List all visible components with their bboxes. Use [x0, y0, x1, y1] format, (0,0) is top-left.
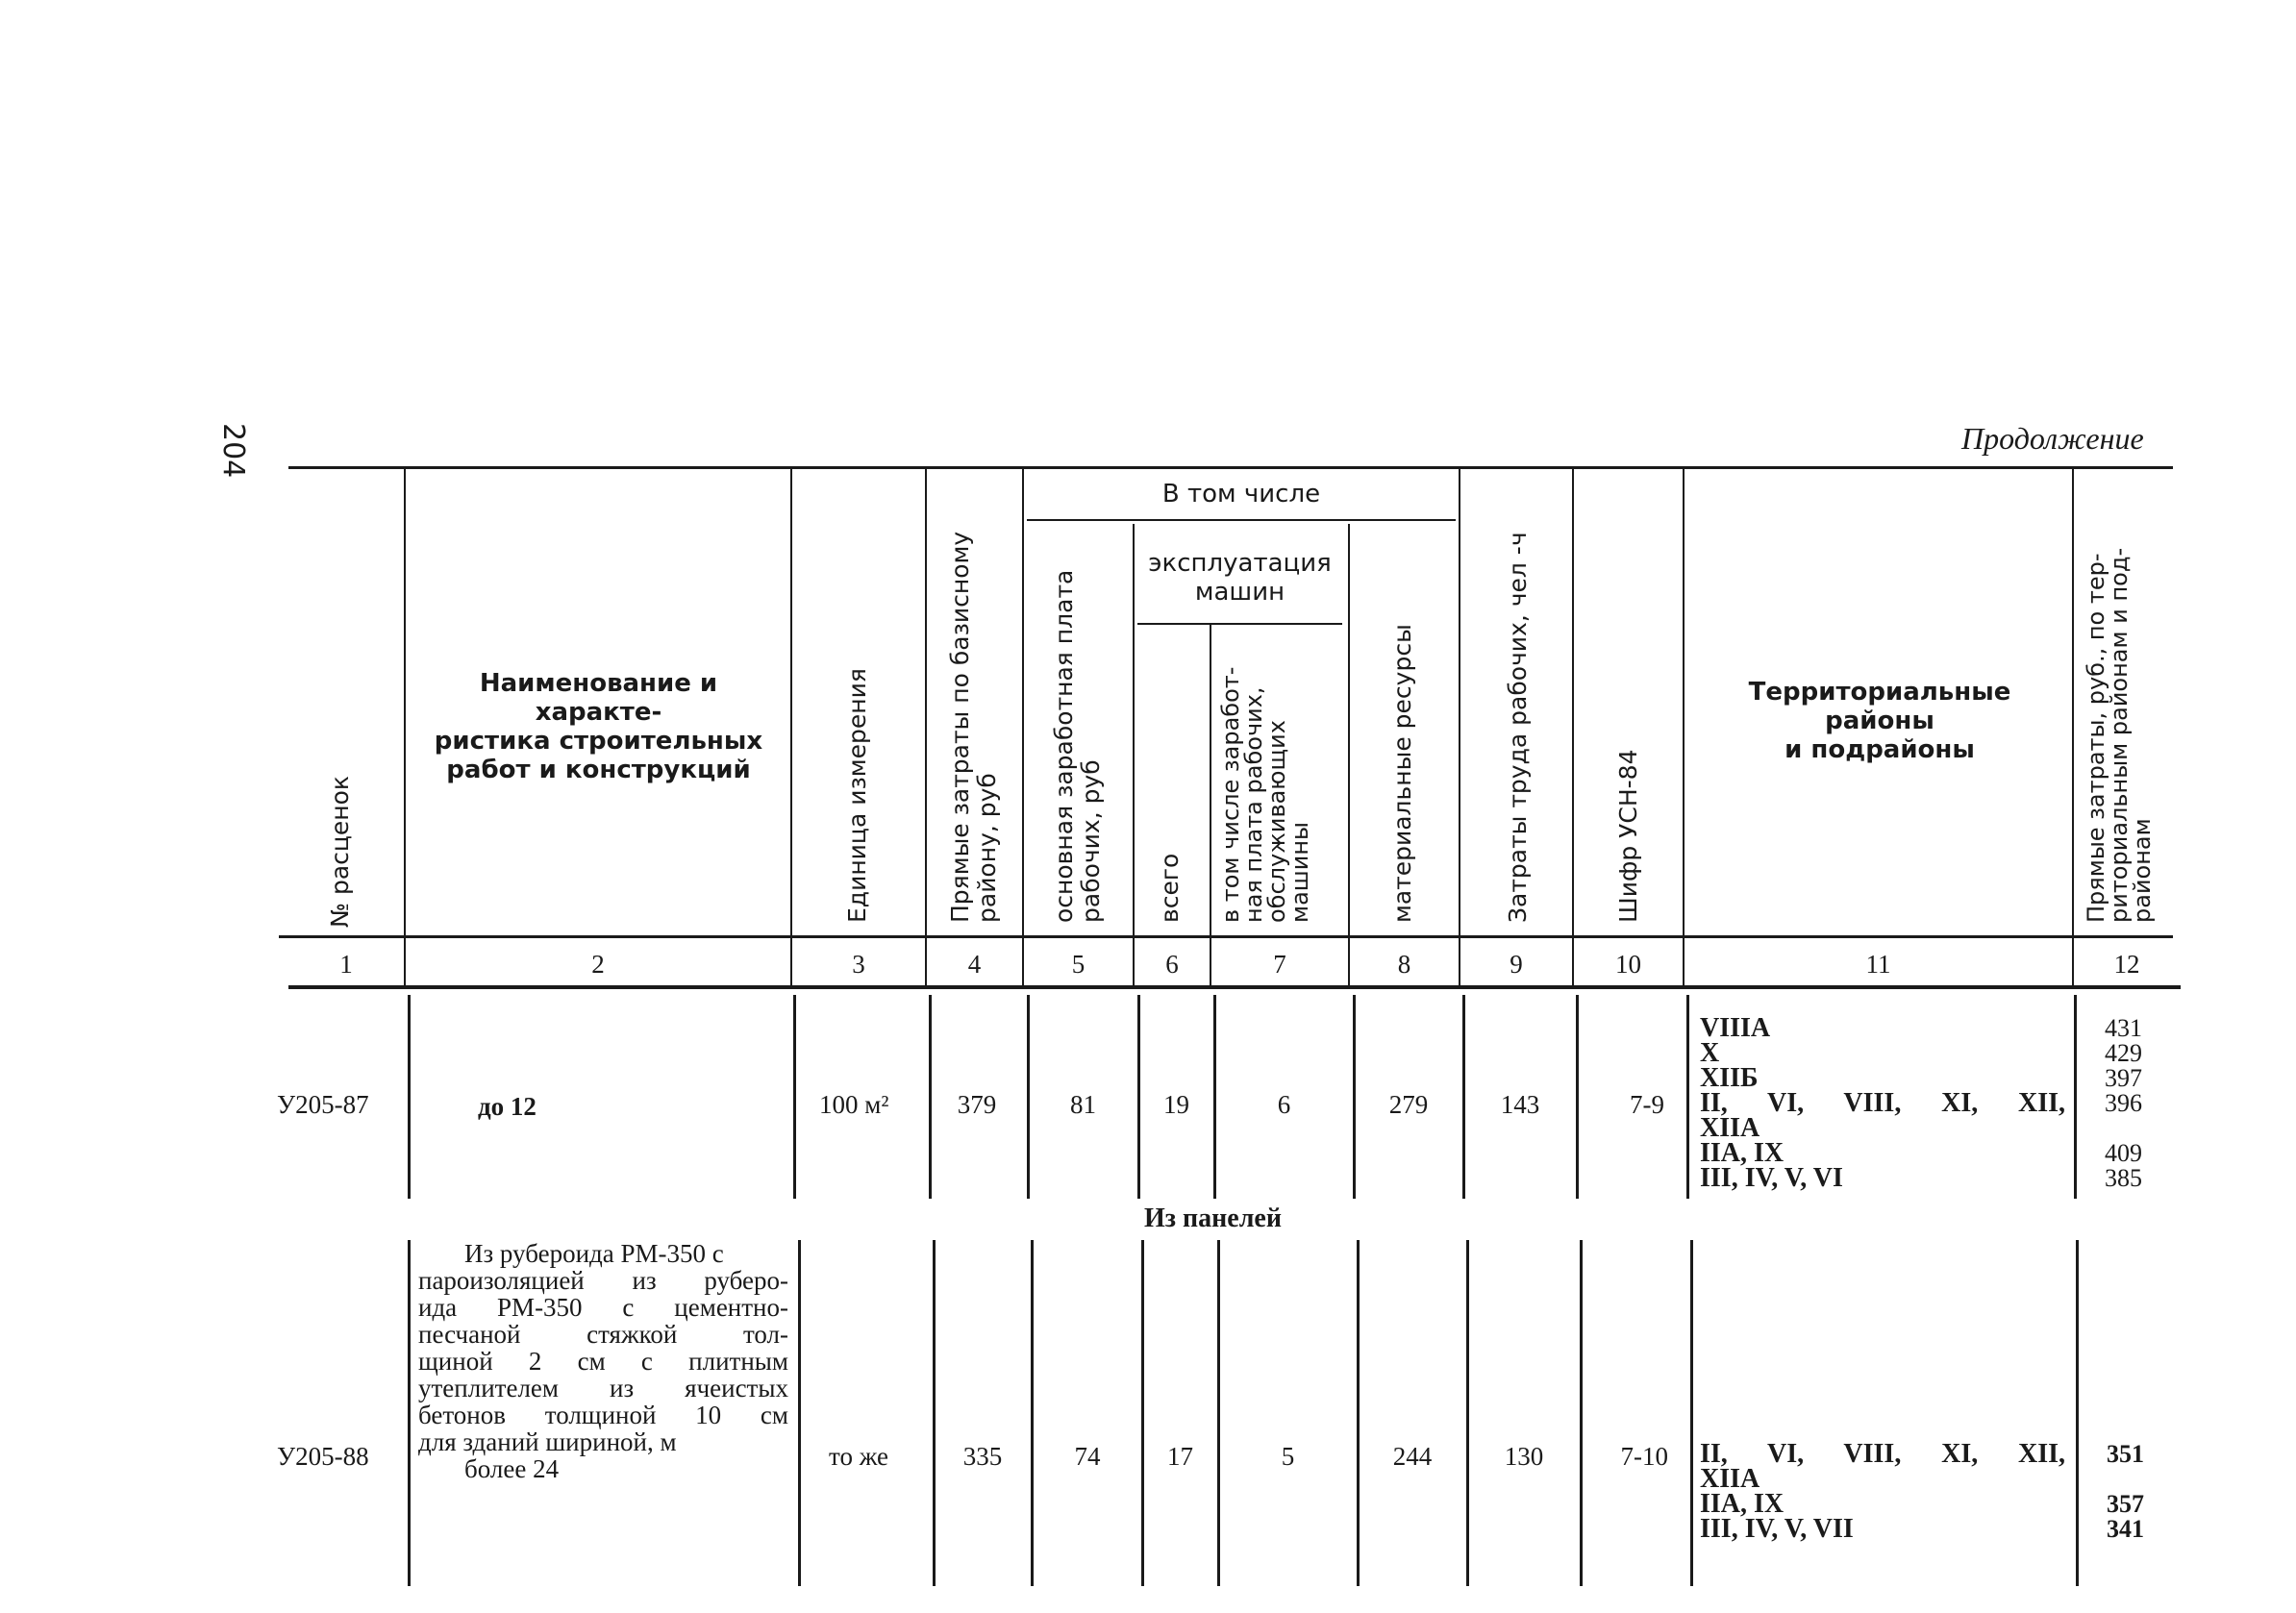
row1-vline	[793, 995, 796, 1199]
colnum: 7	[1273, 950, 1286, 979]
colnum: 8	[1397, 950, 1411, 979]
row2-cipher: 7-10	[1620, 1442, 1668, 1471]
row2-mach-total: 17	[1167, 1442, 1193, 1471]
row1-vline	[408, 995, 411, 1199]
row2-prices: 351 357 341	[2107, 1440, 2144, 1543]
row2-vline	[1217, 1240, 1220, 1586]
colnum: 6	[1165, 950, 1179, 979]
header-group: В том числе	[1161, 480, 1321, 509]
row2-vline	[1690, 1240, 1693, 1586]
header-c7: в том числе заработ- ная плата рабочих, обслуживающих машины	[1217, 666, 1313, 923]
header-c3: Единица измерения	[843, 668, 871, 923]
vline-10	[1683, 469, 1685, 988]
row2-mach-wage: 5	[1281, 1442, 1295, 1471]
row1-vline	[2074, 995, 2077, 1199]
row2-regions: II, VI, VIII, XI, XII, XIIА IIА, IX III, IV, V, VII	[1700, 1439, 2065, 1544]
row1-labor: 143	[1500, 1090, 1540, 1119]
machines-rule	[1137, 623, 1342, 625]
row1-direct: 379	[957, 1090, 997, 1119]
row2-direct: 335	[962, 1442, 1003, 1471]
row1-mach-wage: 6	[1277, 1090, 1291, 1119]
vline-9	[1572, 469, 1574, 988]
colnum: 1	[339, 950, 353, 979]
row1-vline	[1686, 995, 1689, 1199]
header-c5: основная заработная плата рабочих, руб	[1050, 569, 1105, 923]
vline-1	[404, 469, 406, 988]
header-c8: материальные ресурсы	[1388, 624, 1416, 923]
row2-code: У205-88	[277, 1442, 369, 1471]
colnum: 4	[967, 950, 982, 979]
page-number: 204	[216, 423, 250, 479]
row2-materials: 244	[1392, 1442, 1433, 1471]
row2-vline	[933, 1240, 936, 1586]
colnum: 11	[1865, 950, 1891, 979]
header-bottom-rule	[279, 935, 2173, 938]
vline-6	[1210, 625, 1211, 988]
row2-vline	[408, 1240, 411, 1586]
row1-prices: 431 429 397 396 409 385	[2105, 1014, 2142, 1192]
header-c6: всего	[1156, 853, 1184, 923]
colnum: 3	[852, 950, 865, 979]
row2-vline	[1031, 1240, 1034, 1586]
colnum: 5	[1071, 950, 1086, 979]
row2-vline	[1141, 1240, 1144, 1586]
vline-8	[1459, 469, 1460, 988]
row2-vline	[1466, 1240, 1469, 1586]
row1-name: до 12	[478, 1092, 537, 1121]
continuation-label: Продолжение	[1961, 421, 2144, 456]
colnum: 12	[2113, 950, 2140, 979]
row1-materials: 279	[1388, 1090, 1429, 1119]
table-top-rule	[288, 466, 2173, 469]
vline-2	[790, 469, 792, 988]
header-c1: № расценок	[326, 775, 354, 928]
vline-3	[925, 469, 927, 988]
colnum: 10	[1615, 950, 1641, 979]
row1-wage: 81	[1070, 1090, 1096, 1119]
row2-unit: то же	[829, 1442, 888, 1471]
header-c4: Прямые затраты по базисному району, руб	[946, 531, 1001, 923]
colnum: 9	[1510, 950, 1523, 979]
header-c11: Территориальные районы и подрайоны	[1748, 678, 2011, 764]
vline-4	[1022, 469, 1024, 988]
row2-name: Из рубероида РМ-350 с пароизоляцией из руберо- ида РМ-350 с цементно- песчаной стяжкой тол- щиной 2 см с плитным утеплителем из ячеистых бетонов толщиной 10 см для зданий шириной, м более 24	[418, 1239, 788, 1483]
header-c9: Затраты труда рабочих, чел -ч	[1504, 532, 1532, 923]
row1-regions: VIIIА Х ХIIБ II, VI, VIII, XI, XII, XIIА IIА, IX III, IV, V, VI	[1700, 1013, 2065, 1193]
colnum: 2	[591, 950, 605, 979]
row1-unit: 100 м²	[819, 1090, 889, 1119]
row2-vline	[798, 1240, 801, 1586]
group-rule	[1027, 519, 1456, 521]
row2-vline	[2076, 1240, 2079, 1586]
row2-wage: 74	[1074, 1442, 1101, 1471]
colnum-bottom-rule	[288, 985, 2181, 989]
vline-11	[2072, 469, 2074, 988]
header-c12: Прямые затраты, руб., по тер- риториальным районам и под- районам	[2083, 547, 2156, 923]
header-c2: Наименование и характе- ристика строительных работ и конструкций	[434, 669, 763, 784]
row2-labor: 130	[1504, 1442, 1544, 1471]
row2-vline	[1580, 1240, 1583, 1586]
vline-7	[1348, 524, 1350, 988]
vline-5	[1133, 524, 1135, 988]
row1-mach-total: 19	[1163, 1090, 1189, 1119]
section-title: Из панелей	[1144, 1204, 1282, 1233]
header-machines: эксплуатация машин	[1148, 549, 1332, 607]
header-c10: Шифр УСН-84	[1614, 749, 1642, 923]
row1-cipher: 7-9	[1630, 1090, 1664, 1119]
row2-vline	[1357, 1240, 1360, 1586]
row1-code: У205-87	[277, 1090, 369, 1119]
